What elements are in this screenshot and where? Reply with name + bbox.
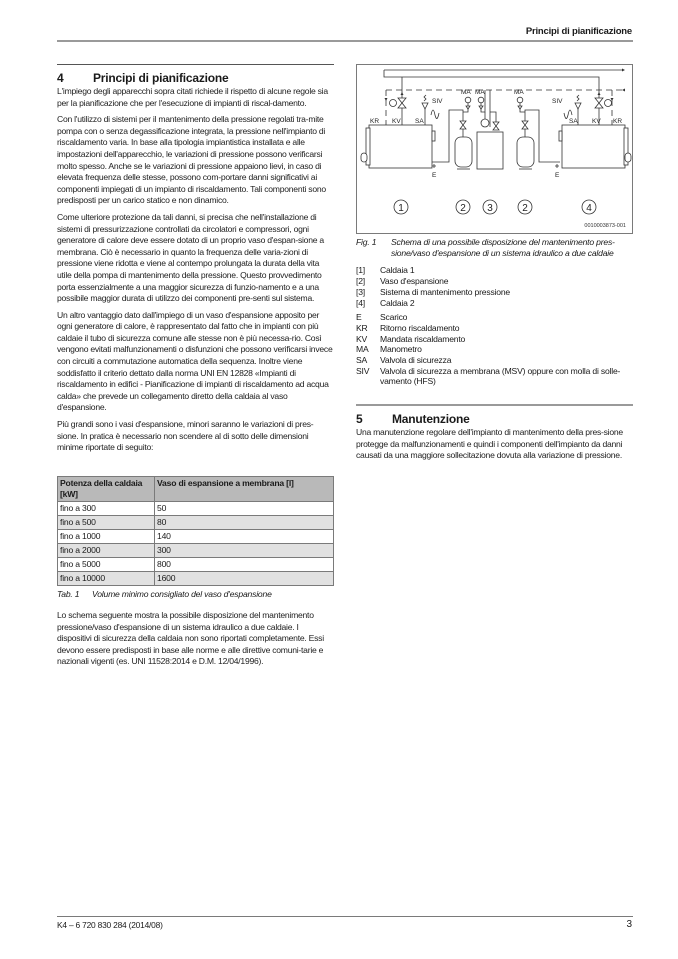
footer-doc-reference: K4 – 6 720 830 284 (2014/08) (57, 920, 163, 930)
legend-item (356, 287, 633, 298)
table-cell-power: fino a 2000 (58, 543, 155, 557)
label-e-left: E (432, 172, 437, 179)
legend-key: SIV (356, 365, 370, 376)
section-5-paragraph: Una manutenzione regolare dell'impianto di mantenimento della pres-sione protegge da malfunzionamenti e quindi i componenti dell'impianto da danni causati da una maggiore sollecitazione dovuta alla variazione di pressione. (356, 427, 623, 461)
figure-caption (356, 237, 633, 259)
table-header-vessel-volume: Vaso di espansione a membrana [l] (155, 476, 334, 501)
section-4-paragraph-1: L'impiego degli apparecchi sopra citati richiede il rispetto di alcune regole sia per la pianificazione che per l'esecuzione di impianti di riscal-damento. (57, 86, 328, 108)
legend-item (356, 312, 633, 323)
section-5-rule (356, 404, 633, 406)
legend-item (356, 334, 633, 345)
table-row (58, 501, 334, 515)
table-cell-volume: 1600 (155, 571, 334, 585)
label-e-right: E (555, 172, 560, 179)
legend-item (356, 298, 633, 309)
section-4-paragraph-4: Un altro vantaggio dato dall'impiego di un vaso d'espansione apposito per ogni generatore di calore, è rappresentato dal fatto che in impianti con più caldaie il tubo di sicurezza comune alle stesse non è più necessa-rio. Così vengono evitati malfunzionamenti o disfunzioni che possono verificarsi invece con circuiti a commutazione automatica della sequenza. Inoltre viene soddisfatto il criterio dettato dalla norma UNI EN 12828 «Impianti di riscaldamento in edifici - Pianificazione di impianti di riscaldamento ad acqua calda» che prevede un collegamento diretto della caldaia al vaso d'espansione. (57, 309, 333, 413)
label-callout-3: 3 (487, 203, 493, 214)
footer-rule (57, 916, 633, 917)
table-cell-volume: 50 (155, 501, 334, 515)
expansion-vessel-table (57, 476, 334, 586)
section-5-heading (356, 412, 633, 426)
table-cell-power: fino a 300 (58, 501, 155, 515)
label-callout-4: 4 (586, 203, 592, 214)
label-siv-right: SIV (552, 98, 563, 105)
section-4-paragraph-2: Con l'utilizzo di sistemi per il mantenimento della pressione regolati tra-mite pompa con o senza degassificazione integrata, la pressione nell'impianto di riscaldamento varia. In base alla tipologia impiantistica installata e alle impostazioni dell'apparecchio, le variazioni di pressione possono verificarsi molto spesso. Anche se le variazioni di pressione appaiono lievi, in caso di elevata frequenza delle stesse, possono com-portare danni significativi ai componenti impiegati di un impianto di riscaldamento. Tali componenti sono predisposti per un carico statico e non dinamico. (57, 114, 326, 206)
table-row (58, 543, 334, 557)
figure-legend (356, 265, 633, 387)
label-callout-1: 1 (398, 203, 404, 214)
label-callout-2a: 2 (460, 203, 466, 214)
legend-key: KR (356, 322, 368, 333)
table-cell-volume: 300 (155, 543, 334, 557)
figure-code: 0010003873-001 (584, 223, 626, 229)
legend-item (356, 344, 633, 355)
label-kv-right: KV (592, 118, 601, 125)
label-callout-2b: 2 (522, 203, 528, 214)
table-row (58, 515, 334, 529)
label-siv-left: SIV (432, 98, 443, 105)
legend-key: MA (356, 344, 369, 355)
figure-caption-label: Fig. 1 (356, 237, 377, 247)
label-kr-right: KR (613, 118, 623, 125)
legend-text: Mandata riscaldamento (380, 333, 466, 344)
legend-text: Ritorno riscaldamento (380, 322, 460, 333)
section-4-title: Principi di pianificazione (93, 71, 229, 85)
legend-text: Caldaia 1 (380, 265, 415, 276)
left-column (57, 64, 334, 673)
header-rule (57, 40, 633, 42)
table-cell-power: fino a 10000 (58, 571, 155, 585)
legend-key: [4] (356, 297, 365, 308)
legend-key: SA (356, 355, 368, 366)
legend-key: [1] (356, 265, 365, 276)
table-cell-power: fino a 500 (58, 515, 155, 529)
legend-text: Vaso d'espansione (380, 276, 449, 287)
legend-key: [2] (356, 276, 365, 287)
table-cell-volume: 80 (155, 515, 334, 529)
section-4-number: 4 (57, 71, 64, 85)
label-ma-1: MA (461, 89, 471, 96)
label-kv-left: KV (392, 118, 401, 125)
running-header-title: Principi di pianificazione (525, 26, 632, 37)
table-cell-power: fino a 5000 (58, 557, 155, 571)
legend-item (356, 323, 633, 334)
table-header-boiler-power: Potenza della caldaia [kW] (58, 476, 155, 501)
table-row (58, 557, 334, 571)
label-ma-2: MA (475, 89, 485, 96)
table-caption-text: Volume minimo consigliato del vaso d'espansione (92, 588, 272, 599)
section-4-paragraph-5: Più grandi sono i vasi d'espansione, minori saranno le variazioni di pres-sione. In pratica è necessario non scendere al di sotto delle dimensioni minime riportate di seguito: (57, 419, 314, 453)
label-kr-left: KR (370, 118, 380, 125)
legend-key: E (356, 312, 362, 323)
table-cell-volume: 140 (155, 529, 334, 543)
right-column (356, 64, 633, 467)
table-header-row (58, 476, 334, 501)
table-row (58, 571, 334, 585)
figure-caption-text: Schema di una possibile disposizione del mantenimento pres-sione/vaso d'espansione di un sistema idraulico a due caldaie (391, 237, 615, 259)
footer-page-number: 3 (626, 919, 632, 930)
legend-item (356, 355, 633, 366)
legend-key: [3] (356, 286, 365, 297)
legend-item (356, 366, 633, 387)
table-cell-power: fino a 1000 (58, 529, 155, 543)
section-4-paragraph-3: Come ulteriore protezione da tali danni, si precisa che nell'installazione di sistemi di pressurizzazione controllati da circolatori e compressori, ogni generatore di calore deve essere dotato di un proprio vaso d'espan-sione a membrana. Ciò è necessario in quanto la frequenza delle varia-zioni di pressione viene ridotta e viene al contempo prolungata la durata della vita utile della pompa di mantenimento della pressione. Questo provvedimento porta essenzialmente a una maggior sicurezza di funzio-namento e a una possibile maggior durata di utilizzo dei componenti pre-senti sul sistema. (57, 211, 324, 304)
table-caption (57, 589, 334, 600)
section-4-rule (57, 64, 334, 65)
section-5-title: Manutenzione (392, 412, 470, 427)
section-4-heading (57, 71, 334, 85)
table-cell-volume: 800 (155, 557, 334, 571)
legend-text: Caldaia 2 (380, 297, 415, 308)
table-caption-label: Tab. 1 (57, 588, 80, 599)
legend-text: Valvola di sicurezza a membrana (MSV) oppure con molla di solle-vamento (HFS) (380, 365, 621, 387)
hydraulic-schematic-figure (356, 64, 633, 234)
section-5-number: 5 (356, 412, 363, 427)
hydraulic-schematic-diagram (357, 65, 634, 235)
label-ma-3: MA (514, 89, 524, 96)
legend-text: Manometro (380, 344, 422, 355)
label-sa-left: SA (415, 118, 424, 125)
label-sa-right: SA (569, 118, 578, 125)
legend-key: KV (356, 333, 368, 344)
legend-item (356, 265, 633, 276)
legend-text: Valvola di sicurezza (380, 355, 452, 366)
legend-item (356, 276, 633, 287)
table-row (58, 529, 334, 543)
section-4-closing-paragraph: Lo schema seguente mostra la possibile disposizione del mantenimento pressione/vaso d'espansione di un sistema idraulico a due caldaie. I dispositivi di sicurezza della caldaia non sono riportati completamente. Essi devono essere predisposti in base alle norme e alle direttive comuni-tarie e nazionali vigenti (es. UNI 11528:2014 e D.M. 12/04/1996). (57, 610, 324, 667)
legend-text: Scarico (380, 312, 408, 323)
legend-text: Sistema di mantenimento pressione (380, 286, 511, 297)
